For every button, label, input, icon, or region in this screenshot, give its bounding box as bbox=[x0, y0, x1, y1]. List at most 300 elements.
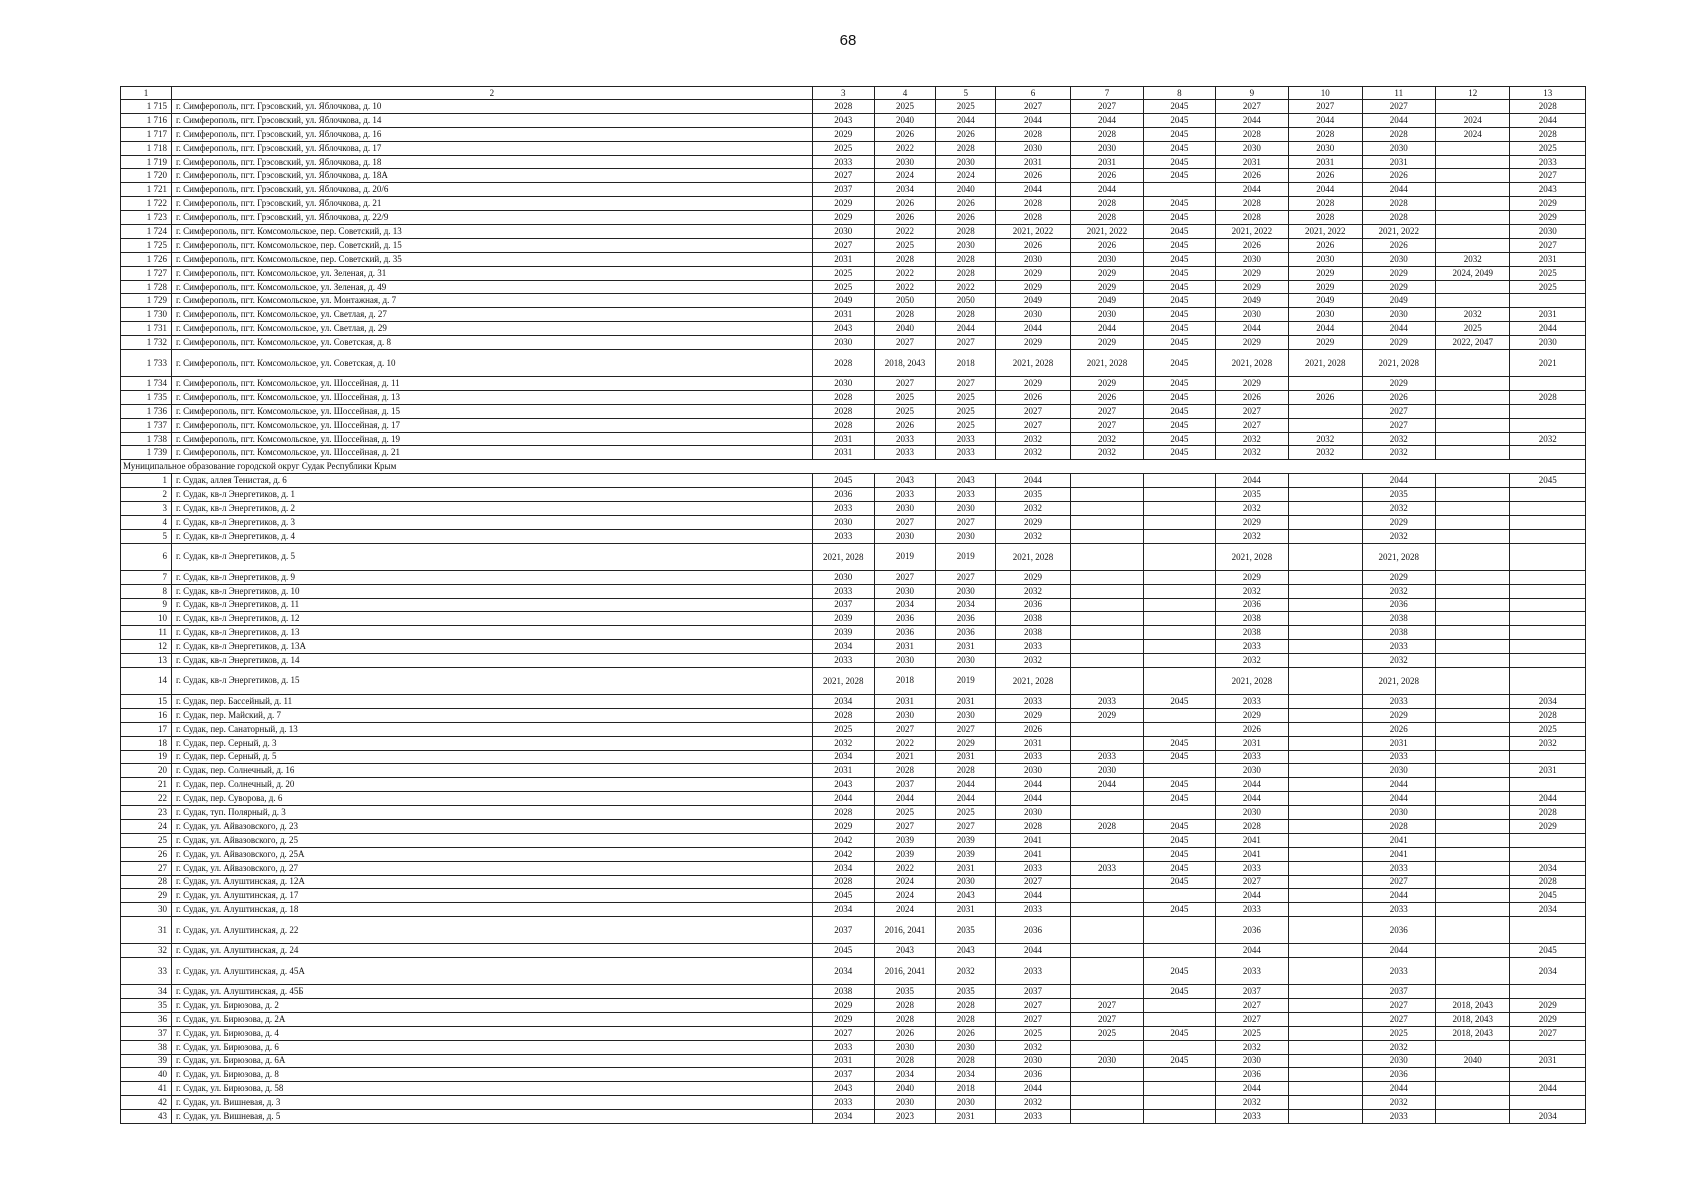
year-cell bbox=[1070, 626, 1143, 640]
year-cell: 2036 bbox=[936, 612, 996, 626]
year-cell: 2034 bbox=[936, 598, 996, 612]
table-row bbox=[121, 708, 1586, 722]
row-number: 25 bbox=[121, 833, 172, 847]
address-cell: г. Симферополь, пгт. Комсомольское, ул. Шоссейная, д. 11 bbox=[172, 377, 813, 391]
year-cell: 2026 bbox=[874, 197, 935, 211]
year-cell: 2028 bbox=[1215, 211, 1288, 225]
row-number: 7 bbox=[121, 570, 172, 584]
year-cell: 2018 bbox=[936, 1082, 996, 1096]
year-cell: 2025 bbox=[1215, 1026, 1288, 1040]
year-cell: 2028 bbox=[936, 141, 996, 155]
year-cell bbox=[1510, 584, 1586, 598]
year-cell: 2021, 2022 bbox=[1289, 225, 1362, 239]
year-cell: 2027 bbox=[874, 819, 935, 833]
year-cell: 2037 bbox=[1362, 985, 1435, 999]
year-cell: 2045 bbox=[1144, 861, 1215, 875]
year-cell: 2035 bbox=[1362, 488, 1435, 502]
year-cell bbox=[1289, 750, 1362, 764]
table-row bbox=[121, 377, 1586, 391]
year-cell: 2049 bbox=[812, 294, 874, 308]
row-number: 1 730 bbox=[121, 308, 172, 322]
row-number: 1 716 bbox=[121, 113, 172, 127]
year-cell bbox=[1289, 1012, 1362, 1026]
year-cell: 2021, 2028 bbox=[812, 667, 874, 694]
table-row bbox=[121, 847, 1586, 861]
address-cell: г. Судак, туп. Полярный, д. 3 bbox=[172, 806, 813, 820]
year-cell: 2032 bbox=[1215, 529, 1288, 543]
table-row bbox=[121, 764, 1586, 778]
row-number: 1 731 bbox=[121, 322, 172, 336]
year-cell: 2018, 2043 bbox=[1435, 1026, 1509, 1040]
year-cell: 2033 bbox=[996, 903, 1070, 917]
year-cell bbox=[1144, 1110, 1215, 1124]
year-cell bbox=[1144, 640, 1215, 654]
year-cell: 2043 bbox=[1510, 183, 1586, 197]
year-cell: 2025 bbox=[812, 722, 874, 736]
year-cell: 2044 bbox=[1215, 322, 1288, 336]
year-cell: 2030 bbox=[1510, 225, 1586, 239]
year-cell bbox=[1144, 502, 1215, 516]
year-cell: 2043 bbox=[874, 944, 935, 958]
year-cell: 2044 bbox=[1362, 113, 1435, 127]
year-cell bbox=[1289, 792, 1362, 806]
year-cell: 2043 bbox=[874, 474, 935, 488]
year-cell bbox=[1435, 861, 1509, 875]
year-cell: 2030 bbox=[996, 806, 1070, 820]
year-cell bbox=[1435, 667, 1509, 694]
year-cell: 2031 bbox=[874, 640, 935, 654]
year-cell bbox=[1144, 998, 1215, 1012]
year-cell: 2032 bbox=[1435, 252, 1509, 266]
year-cell: 2029 bbox=[996, 266, 1070, 280]
row-number: 1 719 bbox=[121, 155, 172, 169]
year-cell bbox=[1289, 998, 1362, 1012]
year-cell bbox=[1510, 377, 1586, 391]
year-cell bbox=[1289, 917, 1362, 944]
year-cell bbox=[1435, 404, 1509, 418]
year-cell: 2043 bbox=[812, 322, 874, 336]
year-cell: 2034 bbox=[812, 750, 874, 764]
year-cell: 2029 bbox=[812, 819, 874, 833]
year-cell bbox=[1435, 294, 1509, 308]
table-row bbox=[121, 280, 1586, 294]
year-cell: 2029 bbox=[1070, 266, 1143, 280]
year-cell: 2031 bbox=[1070, 155, 1143, 169]
year-cell: 2032 bbox=[1289, 446, 1362, 460]
row-number: 1 736 bbox=[121, 404, 172, 418]
year-cell: 2041 bbox=[1362, 833, 1435, 847]
year-cell: 2030 bbox=[1289, 252, 1362, 266]
column-header: 5 bbox=[936, 87, 996, 100]
year-cell bbox=[1510, 640, 1586, 654]
row-number: 16 bbox=[121, 708, 172, 722]
year-cell: 2045 bbox=[1144, 833, 1215, 847]
year-cell: 2029 bbox=[1070, 336, 1143, 350]
year-cell bbox=[1435, 708, 1509, 722]
year-cell: 2025 bbox=[1435, 322, 1509, 336]
year-cell: 2021, 2022 bbox=[1362, 225, 1435, 239]
year-cell bbox=[1435, 515, 1509, 529]
year-cell: 2029 bbox=[1362, 280, 1435, 294]
year-cell bbox=[1435, 903, 1509, 917]
section-row bbox=[121, 460, 1586, 474]
year-cell bbox=[1070, 847, 1143, 861]
year-cell: 2030 bbox=[936, 708, 996, 722]
year-cell: 2026 bbox=[1362, 169, 1435, 183]
year-cell bbox=[1289, 474, 1362, 488]
year-cell: 2032 bbox=[1510, 736, 1586, 750]
year-cell: 2036 bbox=[1362, 1068, 1435, 1082]
row-number: 15 bbox=[121, 694, 172, 708]
year-cell: 2027 bbox=[874, 336, 935, 350]
year-cell bbox=[1289, 778, 1362, 792]
year-cell: 2031 bbox=[874, 694, 935, 708]
year-cell bbox=[1510, 1096, 1586, 1110]
year-cell: 2032 bbox=[1362, 1096, 1435, 1110]
year-cell: 2025 bbox=[1510, 280, 1586, 294]
year-cell: 2022 bbox=[874, 225, 935, 239]
year-cell: 2028 bbox=[812, 390, 874, 404]
year-cell: 2031 bbox=[1215, 155, 1288, 169]
year-cell: 2044 bbox=[936, 113, 996, 127]
year-cell: 2030 bbox=[1215, 1054, 1288, 1068]
year-cell: 2045 bbox=[1144, 322, 1215, 336]
year-cell: 2033 bbox=[1215, 640, 1288, 654]
table-row bbox=[121, 238, 1586, 252]
year-cell: 2045 bbox=[812, 944, 874, 958]
year-cell bbox=[1070, 474, 1143, 488]
year-cell: 2028 bbox=[1215, 819, 1288, 833]
address-cell: г. Симферополь, пгт. Комсомольское, ул. Шоссейная, д. 21 bbox=[172, 446, 813, 460]
year-cell bbox=[1435, 833, 1509, 847]
year-cell: 2030 bbox=[812, 515, 874, 529]
year-cell: 2045 bbox=[1510, 944, 1586, 958]
year-cell: 2032 bbox=[1215, 446, 1288, 460]
year-cell bbox=[1289, 529, 1362, 543]
year-cell: 2028 bbox=[996, 819, 1070, 833]
year-cell: 2044 bbox=[1362, 944, 1435, 958]
year-cell: 2028 bbox=[874, 764, 935, 778]
year-cell: 2027 bbox=[1362, 100, 1435, 114]
year-cell: 2044 bbox=[1289, 183, 1362, 197]
year-cell bbox=[1144, 1040, 1215, 1054]
column-header: 11 bbox=[1362, 87, 1435, 100]
year-cell: 2021, 2028 bbox=[812, 543, 874, 570]
year-cell: 2028 bbox=[1510, 390, 1586, 404]
year-cell: 2029 bbox=[1289, 280, 1362, 294]
year-cell: 2029 bbox=[1215, 266, 1288, 280]
column-header: 7 bbox=[1070, 87, 1143, 100]
year-cell: 2028 bbox=[1362, 819, 1435, 833]
year-cell: 2036 bbox=[996, 598, 1070, 612]
year-cell: 2033 bbox=[1070, 861, 1143, 875]
year-cell: 2029 bbox=[1362, 377, 1435, 391]
year-cell: 2036 bbox=[874, 626, 935, 640]
year-cell bbox=[1144, 806, 1215, 820]
year-cell: 2031 bbox=[936, 694, 996, 708]
year-cell: 2030 bbox=[874, 584, 935, 598]
year-cell bbox=[1144, 917, 1215, 944]
year-cell: 2033 bbox=[996, 640, 1070, 654]
year-cell: 2033 bbox=[1215, 694, 1288, 708]
year-cell: 2035 bbox=[936, 985, 996, 999]
address-cell: г. Судак, кв-л Энергетиков, д. 5 bbox=[172, 543, 813, 570]
year-cell bbox=[1435, 612, 1509, 626]
address-cell: г. Симферополь, пгт. Комсомольское, ул. Шоссейная, д. 13 bbox=[172, 390, 813, 404]
year-cell bbox=[1435, 654, 1509, 668]
year-cell: 2028 bbox=[812, 100, 874, 114]
address-cell: г. Судак, ул. Бирюзова, д. 2 bbox=[172, 998, 813, 1012]
year-cell: 2022 bbox=[874, 736, 935, 750]
year-cell: 2031 bbox=[812, 308, 874, 322]
year-cell: 2036 bbox=[936, 626, 996, 640]
year-cell: 2029 bbox=[1070, 280, 1143, 294]
year-cell bbox=[1510, 654, 1586, 668]
year-cell: 2045 bbox=[1144, 390, 1215, 404]
year-cell bbox=[1289, 985, 1362, 999]
year-cell: 2027 bbox=[1510, 169, 1586, 183]
year-cell: 2033 bbox=[812, 654, 874, 668]
year-cell bbox=[1289, 903, 1362, 917]
year-cell bbox=[1435, 792, 1509, 806]
year-cell: 2030 bbox=[936, 238, 996, 252]
address-cell: г. Судак, пер. Серный, д. 5 bbox=[172, 750, 813, 764]
year-cell: 2030 bbox=[936, 502, 996, 516]
year-cell bbox=[1289, 667, 1362, 694]
year-cell: 2044 bbox=[1362, 183, 1435, 197]
address-cell: г. Судак, кв-л Энергетиков, д. 9 bbox=[172, 570, 813, 584]
year-cell: 2021, 2022 bbox=[1215, 225, 1288, 239]
row-number: 31 bbox=[121, 917, 172, 944]
table-row bbox=[121, 308, 1586, 322]
year-cell: 2027 bbox=[1215, 998, 1288, 1012]
year-cell: 2027 bbox=[996, 418, 1070, 432]
year-cell: 2039 bbox=[874, 833, 935, 847]
year-cell: 2031 bbox=[1510, 252, 1586, 266]
year-cell bbox=[1070, 917, 1143, 944]
year-cell: 2030 bbox=[1070, 141, 1143, 155]
year-cell bbox=[1144, 515, 1215, 529]
year-cell bbox=[1435, 750, 1509, 764]
year-cell: 2044 bbox=[1362, 1082, 1435, 1096]
year-cell: 2024 bbox=[936, 169, 996, 183]
year-cell: 2031 bbox=[996, 736, 1070, 750]
year-cell: 2045 bbox=[1144, 113, 1215, 127]
year-cell bbox=[1289, 626, 1362, 640]
year-cell: 2044 bbox=[1215, 889, 1288, 903]
year-cell: 2031 bbox=[1362, 736, 1435, 750]
year-cell: 2028 bbox=[1362, 127, 1435, 141]
page-number: 68 bbox=[839, 32, 857, 49]
year-cell: 2032 bbox=[996, 584, 1070, 598]
year-cell bbox=[1289, 708, 1362, 722]
year-cell: 2034 bbox=[1510, 694, 1586, 708]
address-cell: г. Судак, кв-л Энергетиков, д. 14 bbox=[172, 654, 813, 668]
year-cell: 2028 bbox=[936, 266, 996, 280]
table-row bbox=[121, 998, 1586, 1012]
row-number: 1 738 bbox=[121, 432, 172, 446]
year-cell: 2030 bbox=[812, 225, 874, 239]
year-cell: 2022 bbox=[936, 280, 996, 294]
year-cell: 2037 bbox=[1215, 985, 1288, 999]
year-cell: 2049 bbox=[1070, 294, 1143, 308]
table-row bbox=[121, 294, 1586, 308]
year-cell: 2026 bbox=[1362, 390, 1435, 404]
row-number: 43 bbox=[121, 1110, 172, 1124]
year-cell: 2026 bbox=[1215, 238, 1288, 252]
year-cell bbox=[1289, 515, 1362, 529]
year-cell: 2030 bbox=[874, 502, 935, 516]
year-cell: 2026 bbox=[996, 722, 1070, 736]
table-row bbox=[121, 432, 1586, 446]
address-cell: г. Симферополь, пгт. Грэсовский, ул. Яблочкова, д. 18А bbox=[172, 169, 813, 183]
year-cell bbox=[1435, 488, 1509, 502]
year-cell: 2045 bbox=[1144, 211, 1215, 225]
year-cell bbox=[1510, 404, 1586, 418]
year-cell: 2032 bbox=[1362, 432, 1435, 446]
year-cell: 2027 bbox=[1510, 238, 1586, 252]
year-cell bbox=[1070, 1110, 1143, 1124]
year-cell: 2045 bbox=[812, 889, 874, 903]
year-cell: 2028 bbox=[812, 708, 874, 722]
year-cell: 2036 bbox=[1215, 598, 1288, 612]
year-cell: 2027 bbox=[1215, 100, 1288, 114]
address-cell: г. Судак, кв-л Энергетиков, д. 1 bbox=[172, 488, 813, 502]
year-cell: 2034 bbox=[812, 694, 874, 708]
year-cell bbox=[1510, 570, 1586, 584]
year-cell: 2018, 2043 bbox=[1435, 1012, 1509, 1026]
year-cell bbox=[1435, 1110, 1509, 1124]
year-cell: 2044 bbox=[996, 474, 1070, 488]
year-cell bbox=[1435, 141, 1509, 155]
year-cell: 2031 bbox=[936, 903, 996, 917]
year-cell: 2030 bbox=[936, 584, 996, 598]
address-cell: г. Судак, ул. Айвазовского, д. 25 bbox=[172, 833, 813, 847]
year-cell: 2030 bbox=[1362, 806, 1435, 820]
year-cell: 2035 bbox=[874, 985, 935, 999]
year-cell bbox=[1289, 889, 1362, 903]
year-cell: 2041 bbox=[1362, 847, 1435, 861]
year-cell bbox=[1289, 640, 1362, 654]
year-cell: 2030 bbox=[874, 1096, 935, 1110]
year-cell bbox=[1435, 889, 1509, 903]
year-cell bbox=[1289, 502, 1362, 516]
year-cell: 2029 bbox=[1289, 266, 1362, 280]
year-cell: 2019 bbox=[936, 667, 996, 694]
year-cell bbox=[1435, 584, 1509, 598]
year-cell: 2037 bbox=[812, 917, 874, 944]
year-cell: 2031 bbox=[1362, 155, 1435, 169]
year-cell: 2028 bbox=[812, 806, 874, 820]
row-number: 29 bbox=[121, 889, 172, 903]
address-cell: г. Судак, ул. Вишневая, д. 5 bbox=[172, 1110, 813, 1124]
table-row bbox=[121, 322, 1586, 336]
year-cell: 2045 bbox=[1144, 308, 1215, 322]
year-cell: 2030 bbox=[996, 1054, 1070, 1068]
year-cell: 2045 bbox=[1144, 127, 1215, 141]
year-cell: 2026 bbox=[1215, 169, 1288, 183]
year-cell: 2037 bbox=[812, 598, 874, 612]
year-cell: 2025 bbox=[812, 280, 874, 294]
year-cell: 2029 bbox=[812, 998, 874, 1012]
row-number: 19 bbox=[121, 750, 172, 764]
address-cell: г. Судак, ул. Айвазовского, д. 27 bbox=[172, 861, 813, 875]
year-cell bbox=[1435, 1040, 1509, 1054]
year-cell bbox=[1510, 446, 1586, 460]
year-cell: 2032 bbox=[996, 1096, 1070, 1110]
year-cell: 2027 bbox=[812, 238, 874, 252]
table-row bbox=[121, 474, 1586, 488]
year-cell: 2041 bbox=[996, 833, 1070, 847]
row-number: 2 bbox=[121, 488, 172, 502]
year-cell bbox=[1144, 1096, 1215, 1110]
table-row bbox=[121, 113, 1586, 127]
year-cell: 2042 bbox=[812, 833, 874, 847]
year-cell: 2028 bbox=[996, 211, 1070, 225]
year-cell bbox=[1070, 502, 1143, 516]
table-row bbox=[121, 626, 1586, 640]
year-cell: 2026 bbox=[996, 238, 1070, 252]
year-cell: 2027 bbox=[1215, 875, 1288, 889]
year-cell: 2039 bbox=[936, 833, 996, 847]
year-cell: 2040 bbox=[874, 322, 935, 336]
year-cell: 2021, 2028 bbox=[1215, 667, 1288, 694]
year-cell: 2045 bbox=[1144, 336, 1215, 350]
column-header: 4 bbox=[874, 87, 935, 100]
year-cell: 2030 bbox=[936, 1040, 996, 1054]
year-cell bbox=[1289, 488, 1362, 502]
year-cell: 2027 bbox=[1215, 404, 1288, 418]
year-cell: 2039 bbox=[874, 847, 935, 861]
year-cell: 2031 bbox=[936, 640, 996, 654]
year-cell: 2027 bbox=[812, 169, 874, 183]
year-cell: 2044 bbox=[996, 183, 1070, 197]
year-cell: 2034 bbox=[812, 640, 874, 654]
table-row bbox=[121, 1096, 1586, 1110]
year-cell: 2021, 2022 bbox=[996, 225, 1070, 239]
year-cell: 2045 bbox=[1144, 985, 1215, 999]
year-cell: 2027 bbox=[936, 336, 996, 350]
year-cell: 2037 bbox=[996, 985, 1070, 999]
year-cell: 2036 bbox=[1362, 917, 1435, 944]
year-cell: 2028 bbox=[874, 308, 935, 322]
year-cell bbox=[1435, 1096, 1509, 1110]
address-cell: г. Симферополь, пгт. Комсомольское, ул. Шоссейная, д. 19 bbox=[172, 432, 813, 446]
year-cell: 2033 bbox=[996, 694, 1070, 708]
year-cell bbox=[1289, 764, 1362, 778]
year-cell: 2033 bbox=[1362, 694, 1435, 708]
year-cell bbox=[1435, 169, 1509, 183]
year-cell: 2028 bbox=[812, 350, 874, 377]
address-cell: г. Судак, кв-л Энергетиков, д. 12 bbox=[172, 612, 813, 626]
year-cell bbox=[1144, 598, 1215, 612]
year-cell: 2027 bbox=[1215, 418, 1288, 432]
year-cell: 2030 bbox=[1510, 336, 1586, 350]
table-row bbox=[121, 446, 1586, 460]
year-cell bbox=[1144, 626, 1215, 640]
row-number: 5 bbox=[121, 529, 172, 543]
year-cell bbox=[1289, 958, 1362, 985]
address-cell: г. Судак, кв-л Энергетиков, д. 11 bbox=[172, 598, 813, 612]
year-cell: 2021, 2028 bbox=[1362, 543, 1435, 570]
column-header: 9 bbox=[1215, 87, 1288, 100]
year-cell: 2036 bbox=[1215, 1068, 1288, 1082]
row-number: 38 bbox=[121, 1040, 172, 1054]
year-cell: 2029 bbox=[1070, 377, 1143, 391]
year-cell bbox=[1144, 543, 1215, 570]
year-cell: 2021, 2028 bbox=[1215, 350, 1288, 377]
year-cell bbox=[1070, 584, 1143, 598]
